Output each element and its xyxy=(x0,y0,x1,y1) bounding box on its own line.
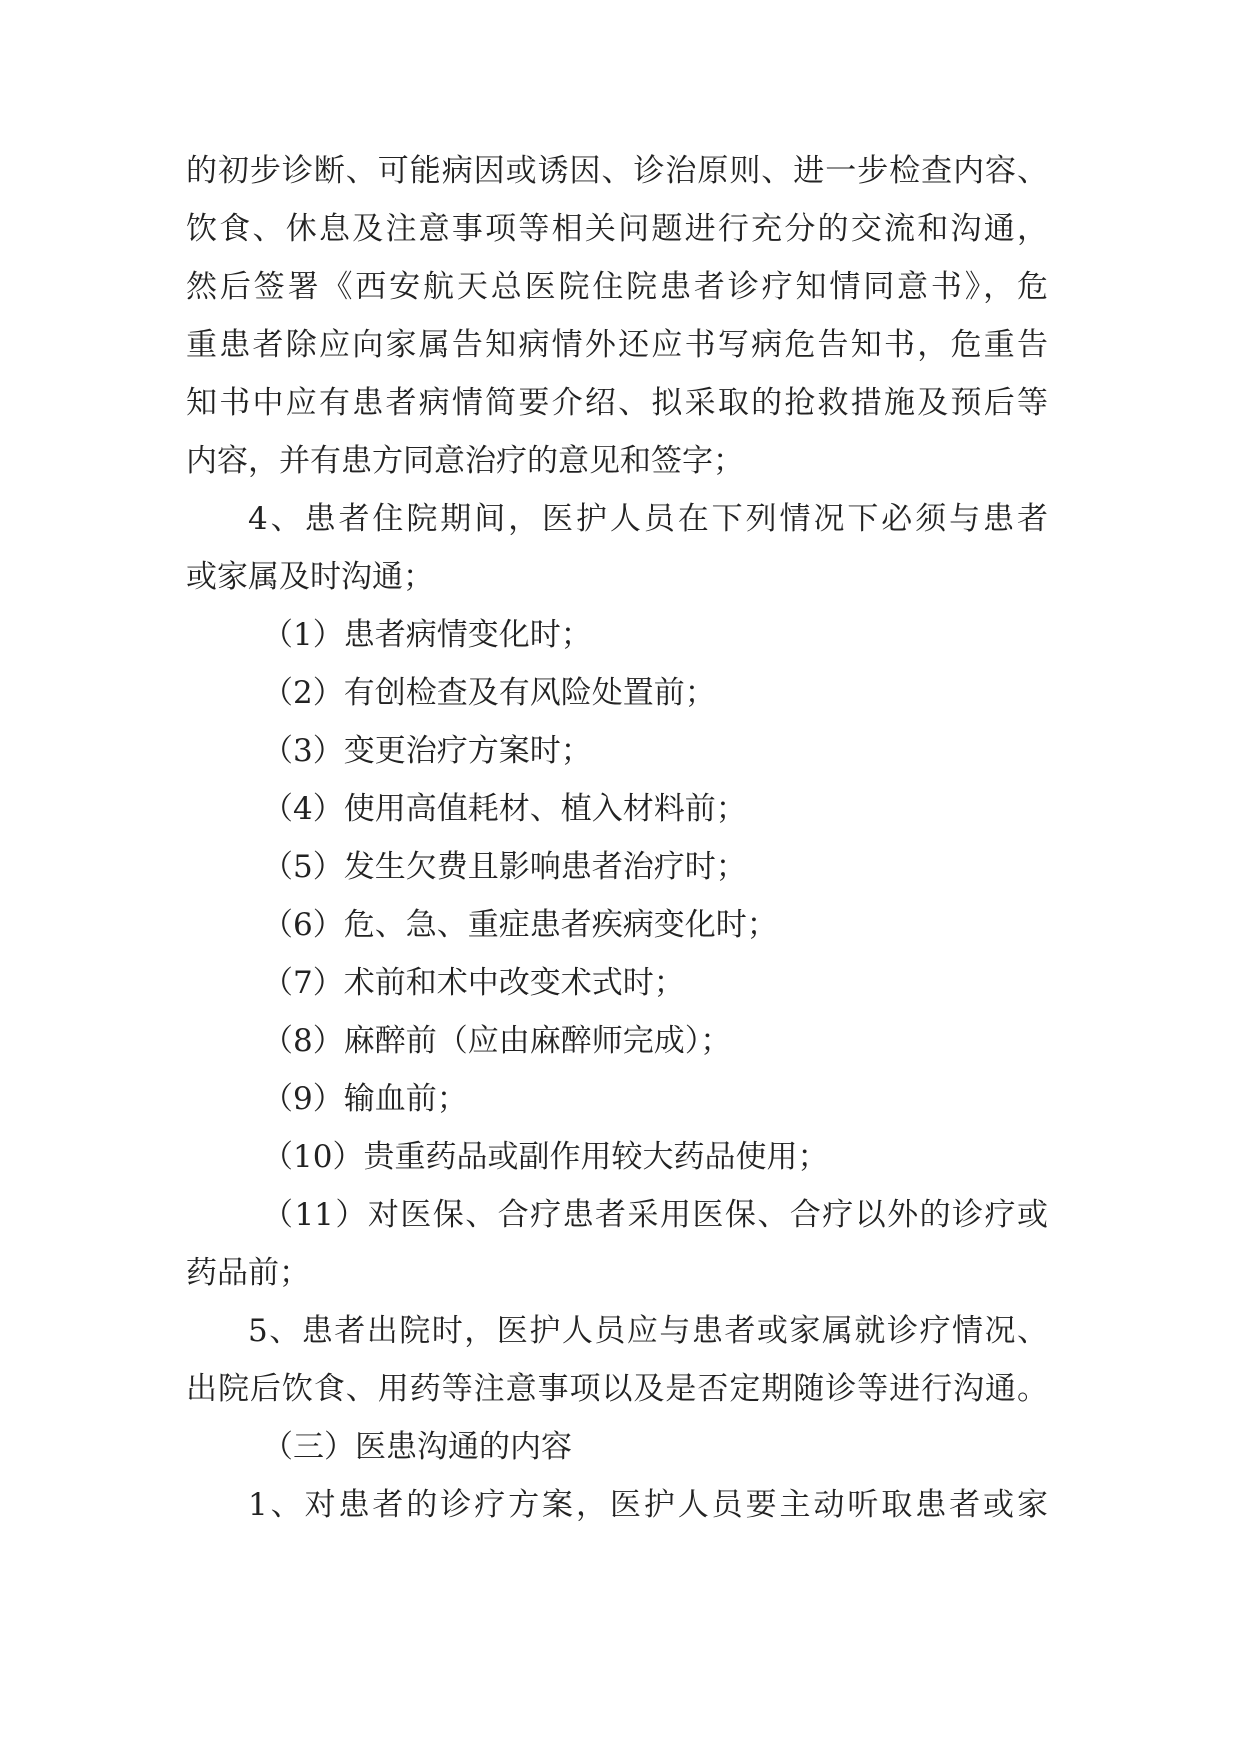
text-line: 重患者除应向家属告知病情外还应书写病危告知书，危重告 xyxy=(186,327,1048,363)
list-item: （11）对医保、合疗患者采用医保、合疗以外的诊疗或 xyxy=(262,1197,1048,1233)
list-item: （2）有创检查及有风险处置前； xyxy=(262,675,716,711)
list-item: （3）变更治疗方案时； xyxy=(262,733,592,769)
text-line: 或家属及时沟通； xyxy=(186,559,434,595)
list-item: （6）危、急、重症患者疾病变化时； xyxy=(262,907,778,943)
text-line: 然后签署《西安航天总医院住院患者诊疗知情同意书》，危 xyxy=(186,269,1048,305)
list-item: （8）麻醉前（应由麻醉师完成）； xyxy=(262,1023,732,1059)
list-item: （4）使用高值耗材、植入材料前； xyxy=(262,791,747,827)
paragraph-item-4: 4、患者住院期间，医护人员在下列情况下必须与患者 xyxy=(248,501,1048,537)
text-line: 饮食、休息及注意事项等相关问题进行充分的交流和沟通， xyxy=(186,211,1048,247)
list-item: （1）患者病情变化时； xyxy=(262,617,592,653)
text-line: 内容，并有患方同意治疗的意见和签字； xyxy=(186,443,744,479)
text-line: 药品前； xyxy=(186,1255,310,1291)
list-item: （9）输血前； xyxy=(262,1081,468,1117)
text-line: 的初步诊断、可能病因或诱因、诊治原则、进一步检查内容、 xyxy=(186,153,1048,189)
list-item: （7）术前和术中改变术式时； xyxy=(262,965,685,1001)
paragraph-item-1: 1、对患者的诊疗方案，医护人员要主动听取患者或家 xyxy=(248,1487,1048,1523)
list-item: （5）发生欠费且影响患者治疗时； xyxy=(262,849,747,885)
section-heading: （三）医患沟通的内容 xyxy=(262,1429,572,1465)
paragraph-item-5: 5、患者出院时，医护人员应与患者或家属就诊疗情况、 xyxy=(248,1313,1048,1349)
list-item: （10）贵重药品或副作用较大药品使用； xyxy=(262,1139,829,1175)
text-line: 出院后饮食、用药等注意事项以及是否定期随诊等进行沟通。 xyxy=(186,1371,1048,1407)
text-line: 知书中应有患者病情简要介绍、拟采取的抢救措施及预后等 xyxy=(186,385,1048,421)
